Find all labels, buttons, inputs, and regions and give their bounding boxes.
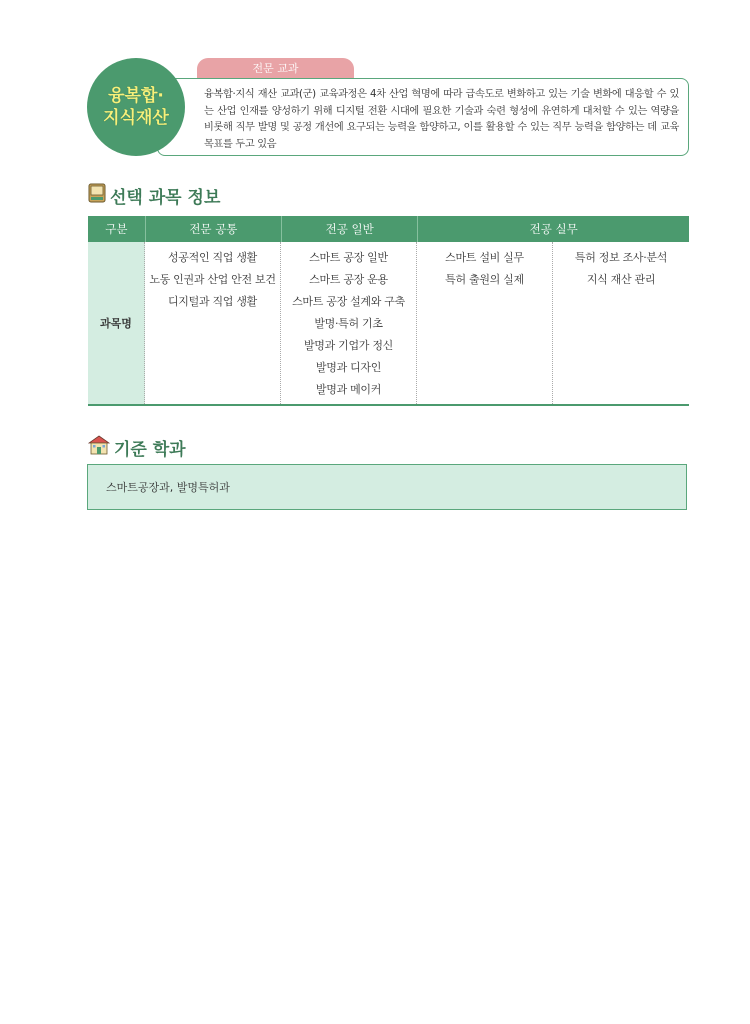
subject-item: 발명과 메이커 <box>315 383 382 396</box>
section-title-subjects <box>88 183 220 208</box>
school-icon <box>88 435 110 460</box>
subject-item: 스마트 공장 일반 <box>309 251 388 264</box>
subject-badge-line1: 융복합· <box>108 86 164 106</box>
subjects-table <box>88 216 689 406</box>
section-title-text: 기준 학과 <box>114 440 186 460</box>
subject-item: 노동 인권과 산업 안전 보건 <box>149 273 276 286</box>
subject-item: 발명과 기업가 정신 <box>303 339 393 352</box>
subject-item: 특허 출원의 실제 <box>445 273 524 286</box>
header-major-practice: 전공 실무 <box>529 222 578 236</box>
table-header-row <box>88 216 689 242</box>
subject-item: 성공적인 직업 생활 <box>167 251 257 264</box>
header-major-general: 전공 일반 <box>282 216 418 242</box>
section-title-text: 선택 과목 정보 <box>110 188 221 208</box>
subject-item: 스마트 공장 설계와 구축 <box>292 295 405 308</box>
departments-box: 스마트공장과, 발명특허과 <box>87 464 687 510</box>
column-common <box>145 242 281 404</box>
table-row <box>88 242 689 406</box>
section-title-departments <box>88 435 186 460</box>
subject-badge <box>87 58 185 156</box>
category-tab: 전문 교과 <box>197 58 354 80</box>
subject-item: 스마트 공장 운용 <box>309 273 388 286</box>
header-category: 구분 <box>88 216 146 242</box>
subject-item: 발명과 디자인 <box>315 361 382 374</box>
description-text: 융복합·지식 재산 교과(군) 교육과정은 4차 산업 혁명에 따라 급속도로 변화하고 있는 기술 변화에 대응할 수 있는 산업 인재를 양성하기 위해 디지털 전환 시대에 필요한 기술과 숙련 형성에 유연하게 대처할 수 있는 역량을 비롯해 직무 발명 및 공정 개선에 요구되는 능력을 함양하고, 이를 활용할 수 있는 직무 능력을 함양하는 데 교육 목표를 두고 있음 <box>204 89 679 150</box>
subject-item: 스마트 설비 실무 <box>445 251 524 264</box>
column-major-practice-2 <box>553 242 689 404</box>
book-icon <box>88 183 106 208</box>
column-major-general <box>281 242 417 404</box>
subject-item: 특허 정보 조사·분석 <box>574 251 668 264</box>
subject-item: 발명·특허 기초 <box>314 317 383 330</box>
subject-badge-line2: 지식재산 <box>103 108 169 128</box>
subject-item: 지식 재산 관리 <box>586 273 656 286</box>
description-box <box>157 78 689 156</box>
subject-item: 디지털과 직업 생활 <box>167 295 257 308</box>
subject-header <box>87 58 689 158</box>
row-label: 과목명 <box>88 242 145 404</box>
column-major-practice-1 <box>417 242 553 404</box>
header-common: 전문 공통 <box>146 216 282 242</box>
